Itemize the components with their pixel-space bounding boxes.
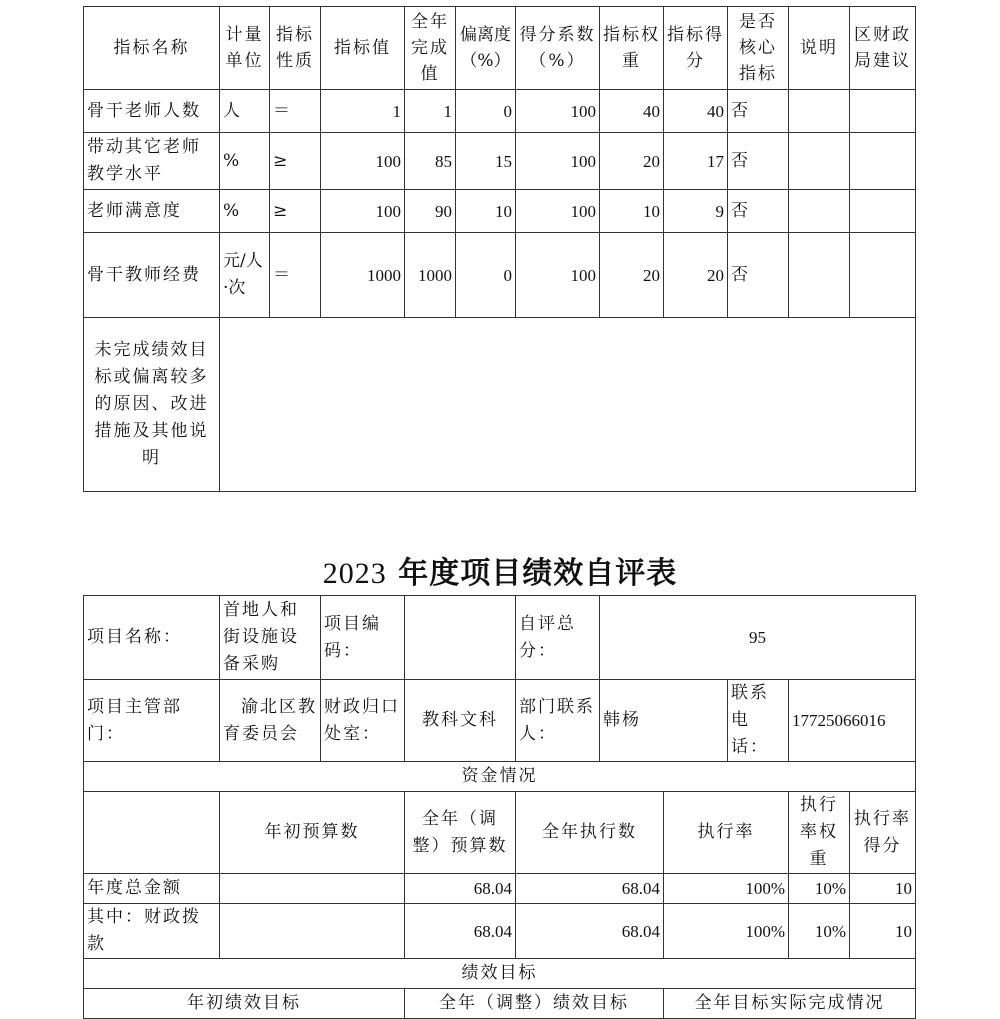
indicator-bureau [850,233,916,318]
contact-label: 部门联系人： [516,680,600,762]
phone-label: 联系电话： [728,680,789,762]
indicator-target: 100 [321,190,405,233]
funds-section-row [84,762,916,792]
goals-section-label: 绩效目标 [84,959,916,989]
remarks-value [220,318,916,492]
indicator-score: 17 [664,133,728,190]
project-code-value [405,596,516,680]
indicator-target: 1 [321,90,405,133]
indicator-score: 9 [664,190,728,233]
project-row-1 [84,596,916,680]
header-note: 说明 [789,7,850,90]
indicator-note [789,190,850,233]
header-indicator-name: 指标名称 [84,7,220,90]
funds-rate: 100% [664,904,789,959]
indicator-deviation: 0 [456,90,516,133]
header-weight: 指标权重 [600,7,664,90]
dept-value: 渝北区教育委员会 [220,680,321,762]
project-name-label: 项目名称： [84,596,220,680]
funds-header-row [84,792,916,874]
funds-rate-score: 10 [850,874,916,904]
indicator-header-row [84,7,916,90]
header-unit: 计量单位 [220,7,270,90]
indicator-score: 40 [664,90,728,133]
evaluation-title [0,548,1000,592]
indicator-note [789,233,850,318]
indicator-row [84,233,916,318]
remarks-row [84,318,916,492]
funds-row [84,904,916,959]
indicator-bureau [850,133,916,190]
indicator-nature: ＝ [270,233,321,318]
indicator-score-coef: 100 [516,90,600,133]
indicator-core: 否 [728,90,789,133]
header-core: 是否核心指标 [728,7,789,90]
indicator-name: 老师满意度 [84,190,220,233]
indicator-weight: 20 [600,133,664,190]
funds-rate-weight: 10% [789,874,850,904]
total-score-value: 95 [600,596,916,680]
header-target: 指标值 [321,7,405,90]
funds-section-label: 资金情况 [84,762,916,792]
funds-rate-weight: 10% [789,904,850,959]
indicator-score-coef: 100 [516,233,600,318]
indicator-core: 否 [728,133,789,190]
indicator-table [83,6,916,492]
indicator-nature: ≥ [270,190,321,233]
indicator-actual: 1000 [405,233,456,318]
funds-adjusted: 68.04 [405,904,516,959]
indicator-name: 骨干老师人数 [84,90,220,133]
indicator-target: 1000 [321,233,405,318]
goals-col-actual: 全年目标实际完成情况 [664,989,916,1019]
goals-col-adjusted: 全年（调整）绩效目标 [405,989,664,1019]
indicator-score-coef: 100 [516,190,600,233]
funds-header-adjusted: 全年（调整）预算数 [405,792,516,874]
indicator-target: 100 [321,133,405,190]
indicator-name: 骨干教师经费 [84,233,220,318]
indicator-unit: % [220,133,270,190]
header-deviation: 偏离度（%） [456,7,516,90]
indicator-note [789,133,850,190]
contact-value: 韩杨 [600,680,728,762]
indicator-deviation: 10 [456,190,516,233]
goals-section-row [84,959,916,989]
funds-rate: 100% [664,874,789,904]
evaluation-table [83,595,916,1019]
goals-col-initial: 年初绩效目标 [84,989,405,1019]
indicator-core: 否 [728,190,789,233]
funds-row-label: 年度总金额 [84,874,220,904]
project-row-2 [84,680,916,762]
funds-header-rate-weight: 执行率权重 [789,792,850,874]
indicator-bureau [850,190,916,233]
indicator-deviation: 0 [456,233,516,318]
funds-row-label: 其中：财政拨款 [84,904,220,959]
evaluation-title-text: 年度项目绩效自评表 [398,556,678,591]
evaluation-title-year: 2023 [322,557,387,590]
phone-value: 17725066016 [789,680,916,762]
indicator-score: 20 [664,233,728,318]
funds-header-blank [84,792,220,874]
finance-office-value: 教科文科 [405,680,516,762]
indicator-unit: % [220,190,270,233]
header-score-coef: 得分系数（%） [516,7,600,90]
funds-initial [220,904,405,959]
indicator-core: 否 [728,233,789,318]
remarks-label: 未完成绩效目标或偏离较多的原因、改进措施及其他说明 [84,318,220,492]
project-code-label: 项目编码： [321,596,405,680]
dept-label: 项目主管部门： [84,680,220,762]
indicator-row [84,190,916,233]
funds-executed: 68.04 [516,874,664,904]
indicator-deviation: 15 [456,133,516,190]
indicator-unit: 元/人·次 [220,233,270,318]
indicator-score-coef: 100 [516,133,600,190]
header-nature: 指标性质 [270,7,321,90]
funds-initial [220,874,405,904]
indicator-row [84,133,916,190]
funds-header-initial: 年初预算数 [220,792,405,874]
indicator-name: 带动其它老师教学水平 [84,133,220,190]
header-bureau: 区财政局建议 [850,7,916,90]
header-actual: 全年完成值 [405,7,456,90]
funds-header-rate: 执行率 [664,792,789,874]
funds-adjusted: 68.04 [405,874,516,904]
indicator-actual: 85 [405,133,456,190]
funds-header-rate-score: 执行率得分 [850,792,916,874]
funds-header-executed: 全年执行数 [516,792,664,874]
funds-row [84,874,916,904]
funds-rate-score: 10 [850,904,916,959]
indicator-weight: 20 [600,233,664,318]
project-name-value: 首地人和街设施设备采购 [220,596,321,680]
indicator-weight: 10 [600,190,664,233]
indicator-actual: 1 [405,90,456,133]
funds-executed: 68.04 [516,904,664,959]
finance-office-label: 财政归口处室： [321,680,405,762]
goals-header-row [84,989,916,1019]
total-score-label: 自评总分： [516,596,600,680]
indicator-nature: ≥ [270,133,321,190]
indicator-nature: ＝ [270,90,321,133]
indicator-row [84,90,916,133]
indicator-unit: 人 [220,90,270,133]
indicator-bureau [850,90,916,133]
indicator-weight: 40 [600,90,664,133]
indicator-note [789,90,850,133]
header-score: 指标得分 [664,7,728,90]
indicator-actual: 90 [405,190,456,233]
